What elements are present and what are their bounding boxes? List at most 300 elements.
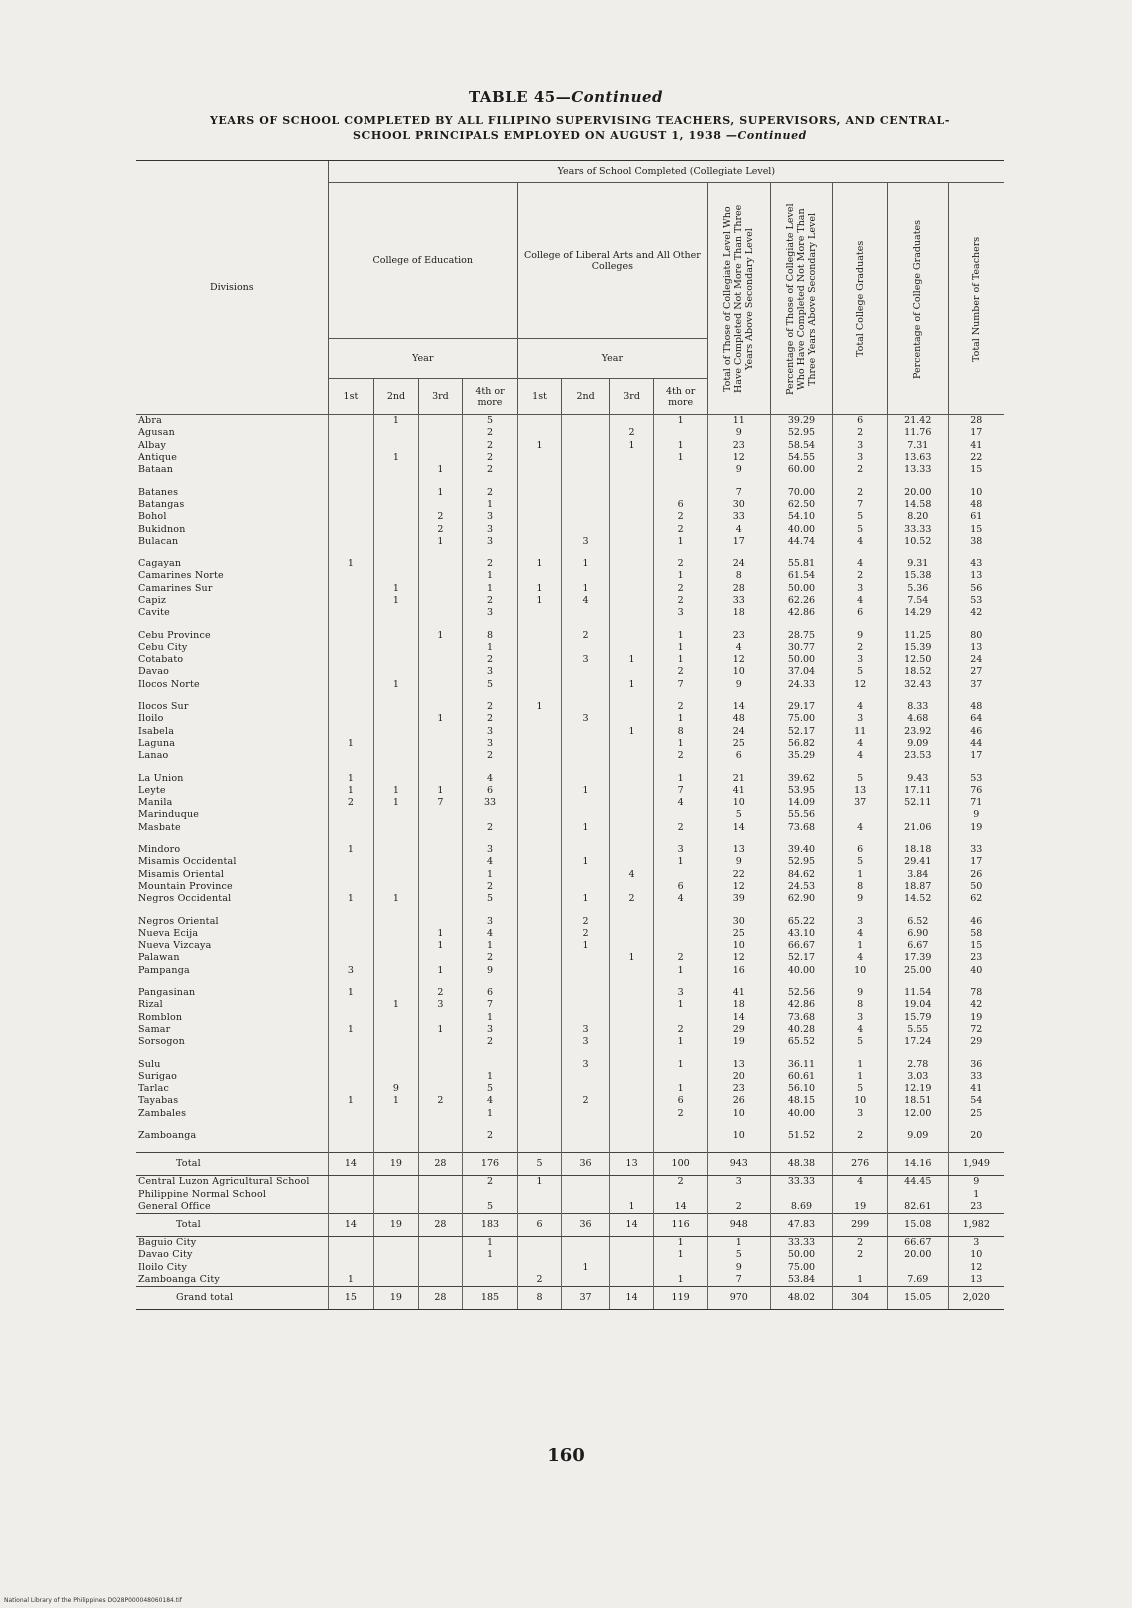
spacer-cell xyxy=(374,691,419,701)
table-cell: 4 xyxy=(833,701,888,713)
table-cell: 53 xyxy=(948,772,1004,784)
division-name: Antique xyxy=(138,452,178,464)
table-cell: 14 xyxy=(707,1011,770,1023)
table-cell: 1 xyxy=(463,1071,518,1083)
table-cell xyxy=(609,1058,654,1070)
table-cell: 3 xyxy=(463,1024,518,1036)
table-cell: 40 xyxy=(948,965,1004,977)
table-cell xyxy=(328,583,374,595)
table-cell: 4 xyxy=(654,893,708,905)
spacer-cell xyxy=(770,1142,833,1153)
table-cell xyxy=(517,1201,562,1214)
table-cell: 19 xyxy=(948,1011,1004,1023)
table-cell xyxy=(374,536,419,548)
table-cell: 2 xyxy=(463,952,518,964)
division-name: Albay xyxy=(138,439,167,451)
table-row xyxy=(136,915,1004,927)
table-cell: 20.00 xyxy=(887,486,948,498)
table-cell: 23.92 xyxy=(887,726,948,738)
year-4th-header: 4th or more xyxy=(654,379,708,415)
table-cell: 2 xyxy=(562,629,610,641)
table-cell: 8 xyxy=(707,570,770,582)
table-cell: 2 xyxy=(463,452,518,464)
spacer-cell xyxy=(463,834,518,844)
table-cell xyxy=(374,666,419,678)
table-cell xyxy=(418,1274,463,1287)
table-cell: 65.52 xyxy=(770,1036,833,1048)
table-cell: 2 xyxy=(609,427,654,439)
table-cell: 66.67 xyxy=(887,1237,948,1250)
table-cell xyxy=(609,583,654,595)
table-cell xyxy=(562,415,610,428)
table-cell xyxy=(609,772,654,784)
table-cell: 1 xyxy=(517,1176,562,1189)
table-row xyxy=(136,785,1004,797)
table-cell: 3 xyxy=(654,844,708,856)
table-cell: 11.25 xyxy=(887,629,948,641)
spacer-cell xyxy=(707,476,770,486)
spacer-cell xyxy=(328,691,374,701)
table-cell: 84.62 xyxy=(770,869,833,881)
division-name: General Office xyxy=(138,1200,211,1212)
table-cell xyxy=(418,642,463,654)
table-cell: 1 xyxy=(328,1095,374,1107)
table-cell xyxy=(609,1071,654,1083)
table-cell: 5 xyxy=(833,1083,888,1095)
table-cell: 1 xyxy=(654,1249,708,1261)
table-cell: 19 xyxy=(374,1214,419,1237)
table-cell xyxy=(418,726,463,738)
table-cell: 2 xyxy=(833,464,888,476)
table-cell: 29 xyxy=(948,1036,1004,1048)
table-cell: 304 xyxy=(833,1287,888,1310)
spacer-cell xyxy=(328,1120,374,1130)
table-cell: 1 xyxy=(517,595,562,607)
table-row xyxy=(136,415,1004,428)
table-row xyxy=(136,427,1004,439)
table-cell: 46 xyxy=(948,726,1004,738)
table-cell: 1 xyxy=(562,583,610,595)
table-cell xyxy=(374,1176,419,1189)
table-cell: 54 xyxy=(948,1095,1004,1107)
table-cell: 20.00 xyxy=(887,1249,948,1261)
table-row xyxy=(136,1130,1004,1142)
table-cell: 9.43 xyxy=(887,772,948,784)
spacer-cell xyxy=(374,548,419,558)
table-row xyxy=(136,772,1004,784)
table-cell: 44 xyxy=(948,738,1004,750)
table-cell xyxy=(328,822,374,834)
spacer-cell xyxy=(609,691,654,701)
table-cell: 2 xyxy=(463,750,518,762)
table-cell xyxy=(609,499,654,511)
table-cell: 55.81 xyxy=(770,558,833,570)
spacer-row xyxy=(136,1048,1004,1058)
table-subtitle xyxy=(140,113,1020,143)
table-cell: 48.15 xyxy=(770,1095,833,1107)
title-suffix: —Continued xyxy=(555,88,664,106)
table-cell: 5 xyxy=(833,856,888,868)
table-cell xyxy=(517,1237,562,1250)
spacer-cell xyxy=(887,905,948,915)
total-grads-label: Total College Graduates xyxy=(854,240,866,357)
table-cell: 21.42 xyxy=(887,415,948,428)
table-cell xyxy=(374,440,419,452)
table-cell: 18.18 xyxy=(887,844,948,856)
table-cell: 37 xyxy=(833,797,888,809)
table-cell: 24 xyxy=(707,726,770,738)
table-cell: 40.00 xyxy=(770,965,833,977)
table-cell xyxy=(609,1262,654,1274)
table-cell xyxy=(374,1130,419,1142)
spacer-cell xyxy=(562,1048,610,1058)
table-row xyxy=(136,940,1004,952)
spacer-cell xyxy=(562,476,610,486)
table-cell xyxy=(328,427,374,439)
table-cell: 6.90 xyxy=(887,928,948,940)
division-name: Marinduque xyxy=(138,809,200,821)
table-cell: 19 xyxy=(948,822,1004,834)
table-cell: 1 xyxy=(609,952,654,964)
subtitle-line-2: SCHOOL PRINCIPALS EMPLOYED ON AUGUST 1, 1938 xyxy=(353,129,722,142)
table-cell xyxy=(328,1083,374,1095)
table-cell: 21.06 xyxy=(887,822,948,834)
table-cell: 3 xyxy=(463,511,518,523)
table-cell xyxy=(418,1083,463,1095)
table-cell xyxy=(562,464,610,476)
table-cell: 3 xyxy=(833,654,888,666)
table-cell: 10 xyxy=(707,1108,770,1120)
table-cell: 36 xyxy=(562,1153,610,1176)
division-name: Samar xyxy=(138,1023,171,1035)
table-cell: 66.67 xyxy=(770,940,833,952)
spacer-cell xyxy=(328,476,374,486)
table-row xyxy=(136,666,1004,678)
year-2nd-header: 2nd xyxy=(562,379,610,415)
table-cell: 9 xyxy=(707,427,770,439)
table-cell: 1 xyxy=(517,440,562,452)
table-cell: 1 xyxy=(463,499,518,511)
spacer-cell xyxy=(707,1048,770,1058)
table-cell: 14 xyxy=(328,1153,374,1176)
table-cell: 2 xyxy=(654,952,708,964)
table-cell: 10 xyxy=(707,797,770,809)
table-cell: 5 xyxy=(707,809,770,821)
table-cell: 23 xyxy=(948,1201,1004,1214)
division-name: Zamboanga City xyxy=(138,1274,220,1286)
table-row xyxy=(136,809,1004,821)
spacer-cell xyxy=(562,1142,610,1153)
table-cell: 9 xyxy=(948,1176,1004,1189)
division-name: Total xyxy=(136,1153,328,1176)
table-cell xyxy=(517,607,562,619)
table-cell xyxy=(609,940,654,952)
table-cell xyxy=(517,1188,562,1200)
table-cell xyxy=(418,869,463,881)
table-cell xyxy=(328,1036,374,1048)
table-cell: 1 xyxy=(654,654,708,666)
table-cell: 39.40 xyxy=(770,844,833,856)
table-cell: 10 xyxy=(707,1130,770,1142)
spacer-cell xyxy=(609,1048,654,1058)
table-cell xyxy=(654,1188,708,1200)
table-cell xyxy=(609,642,654,654)
table-cell xyxy=(609,558,654,570)
spacer-row xyxy=(136,762,1004,772)
table-cell: 16 xyxy=(707,965,770,977)
table-cell: 14 xyxy=(328,1214,374,1237)
table-cell xyxy=(517,772,562,784)
division-name: Cebu Province xyxy=(138,629,211,641)
table-cell: 176 xyxy=(463,1153,518,1176)
table-cell: 3.84 xyxy=(887,869,948,881)
table-cell xyxy=(654,940,708,952)
table-cell: 65.22 xyxy=(770,915,833,927)
table-cell xyxy=(562,642,610,654)
table-cell: 48.02 xyxy=(770,1287,833,1310)
table-cell: 2 xyxy=(562,915,610,927)
table-cell: 48 xyxy=(948,499,1004,511)
table-cell: 80 xyxy=(948,629,1004,641)
table-cell: 4 xyxy=(833,928,888,940)
table-cell xyxy=(374,511,419,523)
table-cell xyxy=(517,654,562,666)
table-cell xyxy=(609,999,654,1011)
table-cell xyxy=(562,511,610,523)
spacer-cell xyxy=(948,834,1004,844)
table-cell xyxy=(654,486,708,498)
pct-not-more-header xyxy=(770,183,833,415)
spacer-cell xyxy=(654,1120,708,1130)
table-cell: 1 xyxy=(654,965,708,977)
table-cell xyxy=(609,511,654,523)
spacer-cell xyxy=(328,1048,374,1058)
spacer-cell xyxy=(463,762,518,772)
table-cell xyxy=(654,1071,708,1083)
spacer-cell xyxy=(770,905,833,915)
table-cell: 26 xyxy=(948,869,1004,881)
table-cell xyxy=(374,1201,419,1214)
spacer-row xyxy=(136,548,1004,558)
table-cell: 1 xyxy=(654,999,708,1011)
table-cell: 7 xyxy=(654,679,708,691)
table-cell: 3 xyxy=(562,536,610,548)
table-cell: 42.86 xyxy=(770,607,833,619)
table-cell xyxy=(418,952,463,964)
table-cell xyxy=(328,1201,374,1214)
table-cell xyxy=(374,1024,419,1036)
table-cell: 36 xyxy=(948,1058,1004,1070)
table-cell: 8.33 xyxy=(887,701,948,713)
table-cell: 39.29 xyxy=(770,415,833,428)
table-cell: 10 xyxy=(948,1249,1004,1261)
table-cell: 1 xyxy=(328,1024,374,1036)
table-cell: 3 xyxy=(833,583,888,595)
table-cell: 5 xyxy=(517,1153,562,1176)
spacer-row xyxy=(136,691,1004,701)
table-cell: 100 xyxy=(654,1153,708,1176)
spacer-cell xyxy=(707,1142,770,1153)
table-cell xyxy=(418,415,463,428)
table-cell xyxy=(517,1024,562,1036)
spacer-cell xyxy=(136,548,328,558)
table-cell: 3 xyxy=(463,523,518,535)
table-cell xyxy=(374,881,419,893)
table-cell xyxy=(517,1095,562,1107)
table-cell xyxy=(609,1083,654,1095)
table-cell: 5 xyxy=(833,1036,888,1048)
table-row xyxy=(136,797,1004,809)
table-cell: 5 xyxy=(463,1083,518,1095)
table-cell xyxy=(562,607,610,619)
table-cell xyxy=(609,1024,654,1036)
table-cell xyxy=(374,750,419,762)
spacer-cell xyxy=(374,476,419,486)
table-cell: 1 xyxy=(418,464,463,476)
table-cell: 1 xyxy=(562,785,610,797)
table-cell: 8 xyxy=(463,629,518,641)
table-cell: 4 xyxy=(833,595,888,607)
table-cell xyxy=(517,629,562,641)
table-cell: 1 xyxy=(833,1071,888,1083)
table-cell xyxy=(833,1188,888,1200)
table-row xyxy=(136,440,1004,452)
spacer-cell xyxy=(654,548,708,558)
table-cell: 2 xyxy=(517,1274,562,1287)
table-cell xyxy=(328,713,374,725)
table-row xyxy=(136,583,1004,595)
division-name: Abra xyxy=(138,415,162,427)
table-cell xyxy=(609,1249,654,1261)
table-cell: 14 xyxy=(609,1287,654,1310)
table-cell xyxy=(517,881,562,893)
division-name: La Union xyxy=(138,772,184,784)
table-row xyxy=(136,558,1004,570)
table-cell: 75.00 xyxy=(770,1262,833,1274)
table-cell xyxy=(328,1176,374,1189)
table-cell xyxy=(654,427,708,439)
table-cell: 23 xyxy=(707,1083,770,1095)
table-cell: 52.95 xyxy=(770,856,833,868)
spacer-cell xyxy=(707,834,770,844)
table-cell xyxy=(609,915,654,927)
table-cell: 3 xyxy=(562,1036,610,1048)
table-cell xyxy=(517,738,562,750)
table-cell xyxy=(374,965,419,977)
table-cell: 20 xyxy=(948,1130,1004,1142)
table-cell: 1 xyxy=(654,1083,708,1095)
table-cell xyxy=(517,511,562,523)
table-cell: 11 xyxy=(707,415,770,428)
table-cell: 13.63 xyxy=(887,452,948,464)
table-cell: 5 xyxy=(463,893,518,905)
table-cell xyxy=(562,844,610,856)
spacer-cell xyxy=(562,977,610,987)
division-name: Baguio City xyxy=(138,1237,197,1249)
spacer-cell xyxy=(707,548,770,558)
table-cell: 9 xyxy=(374,1083,419,1095)
table-cell: 4 xyxy=(833,1024,888,1036)
table-cell xyxy=(517,822,562,834)
table-cell: 6.52 xyxy=(887,915,948,927)
table-cell xyxy=(517,1262,562,1274)
spacer-cell xyxy=(948,1142,1004,1153)
table-cell xyxy=(418,440,463,452)
table-cell xyxy=(517,427,562,439)
table-cell: 7.31 xyxy=(887,440,948,452)
spacer-cell xyxy=(562,762,610,772)
table-cell: 7 xyxy=(707,1274,770,1287)
table-cell xyxy=(418,1036,463,1048)
table-cell xyxy=(418,427,463,439)
table-cell xyxy=(328,856,374,868)
spacer-row xyxy=(136,476,1004,486)
spacer-cell xyxy=(463,905,518,915)
table-cell: 29.17 xyxy=(770,701,833,713)
table-cell: 78 xyxy=(948,987,1004,999)
spacer-cell xyxy=(948,905,1004,915)
table-cell: 1 xyxy=(654,536,708,548)
table-cell xyxy=(418,595,463,607)
table-cell xyxy=(418,654,463,666)
table-cell xyxy=(328,452,374,464)
table-cell: 25 xyxy=(948,1108,1004,1120)
table-cell xyxy=(609,629,654,641)
table-cell: 1 xyxy=(948,1188,1004,1200)
table-cell: 2 xyxy=(418,1095,463,1107)
table-cell xyxy=(328,499,374,511)
table-cell xyxy=(654,1130,708,1142)
division-name: Pangasinan xyxy=(138,987,196,999)
table-cell: 2 xyxy=(463,427,518,439)
spacer-cell xyxy=(328,1142,374,1153)
spacer-cell xyxy=(770,977,833,987)
table-cell: 5 xyxy=(833,772,888,784)
table-cell: 1 xyxy=(374,415,419,428)
table-cell xyxy=(418,1262,463,1274)
table-row xyxy=(136,1108,1004,1120)
table-cell: 4 xyxy=(833,536,888,548)
table-cell: 1,982 xyxy=(948,1214,1004,1237)
table-cell: 42 xyxy=(948,999,1004,1011)
table-cell: 52.17 xyxy=(770,726,833,738)
table-cell: 2 xyxy=(463,654,518,666)
table-cell xyxy=(418,844,463,856)
table-cell: 1 xyxy=(609,1201,654,1214)
table-cell: 6 xyxy=(833,844,888,856)
table-cell xyxy=(609,595,654,607)
table-cell: 75.00 xyxy=(770,713,833,725)
table-cell: 19 xyxy=(374,1287,419,1310)
division-name: Cavite xyxy=(138,607,170,619)
table-cell xyxy=(609,1188,654,1200)
table-cell xyxy=(609,738,654,750)
table-row xyxy=(136,1262,1004,1274)
table-cell: 12 xyxy=(707,452,770,464)
table-cell: 4 xyxy=(463,928,518,940)
table-cell xyxy=(374,558,419,570)
table-cell: 3 xyxy=(463,607,518,619)
table-cell: 28 xyxy=(707,583,770,595)
table-cell xyxy=(609,822,654,834)
table-cell: 28 xyxy=(418,1214,463,1237)
table-cell: 9.09 xyxy=(887,1130,948,1142)
table-cell xyxy=(562,701,610,713)
table-cell: 1 xyxy=(374,999,419,1011)
table-cell xyxy=(562,1108,610,1120)
table-cell xyxy=(418,738,463,750)
table-cell: 9 xyxy=(707,1262,770,1274)
